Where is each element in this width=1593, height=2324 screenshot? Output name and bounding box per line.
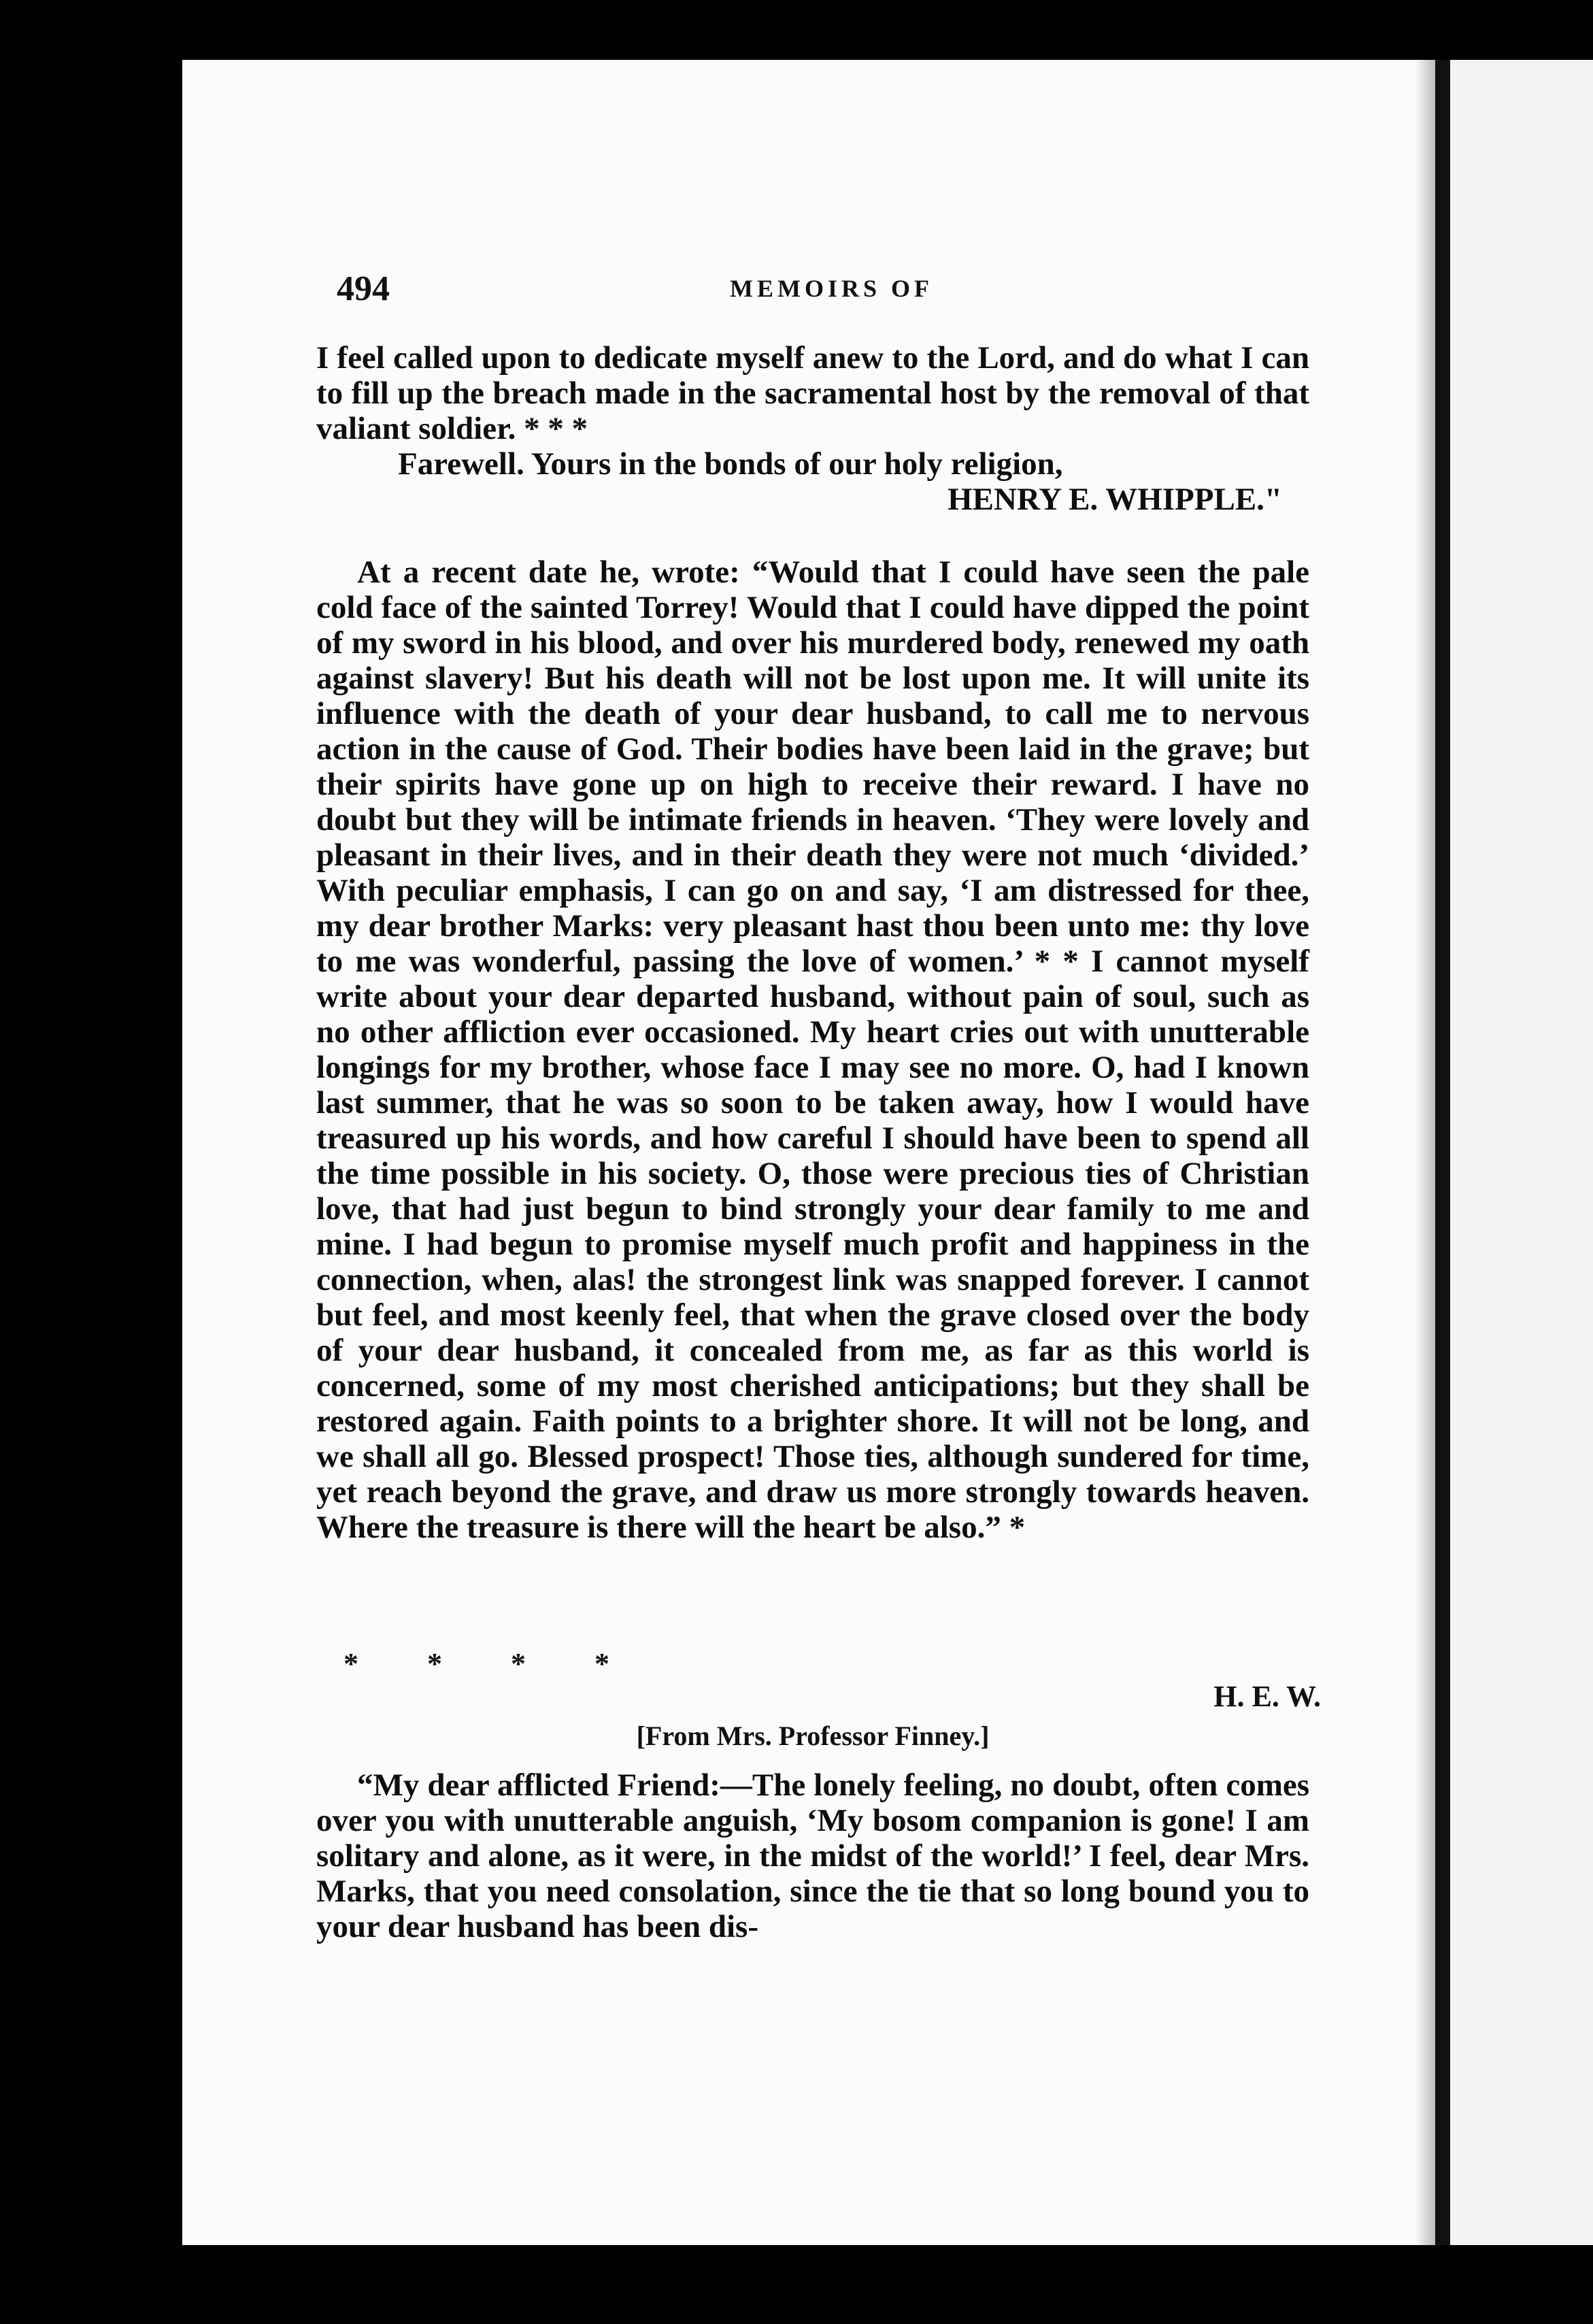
- facing-page-edge: [1435, 60, 1450, 2245]
- initials: H. E. W.: [1213, 1680, 1321, 1713]
- gutter-shadow: [1415, 60, 1435, 2245]
- page-number: 494: [337, 269, 390, 308]
- finney-letter: [316, 1767, 1309, 1944]
- farewell-line: Farewell. Yours in the bonds of our holy religion,: [398, 446, 1063, 482]
- finney-letter-text: “My dear afflicted Friend:—The lonely feeling, no doubt, often comes over you with unutterable anguish, ‘My bosom companion is gone! I am solitary and alone, as it were, in the midst of the world!’ I feel, dear Mrs. Marks, that you need consolation, since the tie that so long bound you to your dear husband has been dis-: [316, 1767, 1309, 1944]
- recent-letter: [316, 554, 1309, 1545]
- signature: HENRY E. WHIPPLE.": [948, 482, 1282, 517]
- running-title: MEMOIRS OF: [730, 275, 933, 302]
- facing-page-sliver: [1450, 60, 1593, 2245]
- letter-closing: [316, 340, 1309, 517]
- recent-letter-text: At a recent date he, wrote: “Would that I could have seen the pale cold face of the sainted Torrey! Would that I could have dipped the point of my sword in his blood, and over his murdered body, renewed my oath against slavery! But his death will not be lost upon me. It will unite its influence with the death of your dear husband, to call me to nervous action in the cause of God. Their bodies have been laid in the grave; but their spirits have gone up on high to receive their reward. I have no doubt but they will be intimate friends in heaven. ‘They were lovely and pleasant in their lives, and in their death they were not much ‘divided.’ With peculiar emphasis, I can go on and say, ‘I am distressed for thee, my dear brother Marks: very pleasant hast thou been unto me: thy love to me was wonderful, passing the love of women.’ * * I cannot myself write about your dear departed husband, without pain of soul, such as no other affliction ever occasioned. My heart cries out with unutterable longings for my brother, whose face I may see no more. O, had I known last summer, that he was so soon to be taken away, how I would have treasured up his words, and how careful I should have been to spend all the time possible in his society. O, those were precious ties of Christian love, that had just begun to bind strongly your dear family to me and mine. I had begun to promise myself much profit and happiness in the connection, when, alas! the strongest link was snapped forever. I cannot but feel, and most keenly feel, that when the grave closed over the body of your dear husband, it concealed from me, as far as this world is concerned, some of my most cherished anticipations; but they shall be restored again. Faith points to a brighter shore. It will not be long, and we shall all go. Blessed prospect! Those ties, although sundered for time, yet reach beyond the grave, and draw us more strongly towards heaven. Where the treasure is there will the heart be also.” *: [316, 554, 1309, 1545]
- running-head: [337, 269, 1326, 316]
- letter-closing-text: I feel called upon to dedicate myself anew to the Lord, and do what I can to fill up the breach made in the sacramental host by the removal of that valiant soldier. * * *: [316, 340, 1309, 446]
- section-source-heading: [From Mrs. Professor Finney.]: [636, 1721, 990, 1751]
- asterism: * * * *: [343, 1647, 609, 1680]
